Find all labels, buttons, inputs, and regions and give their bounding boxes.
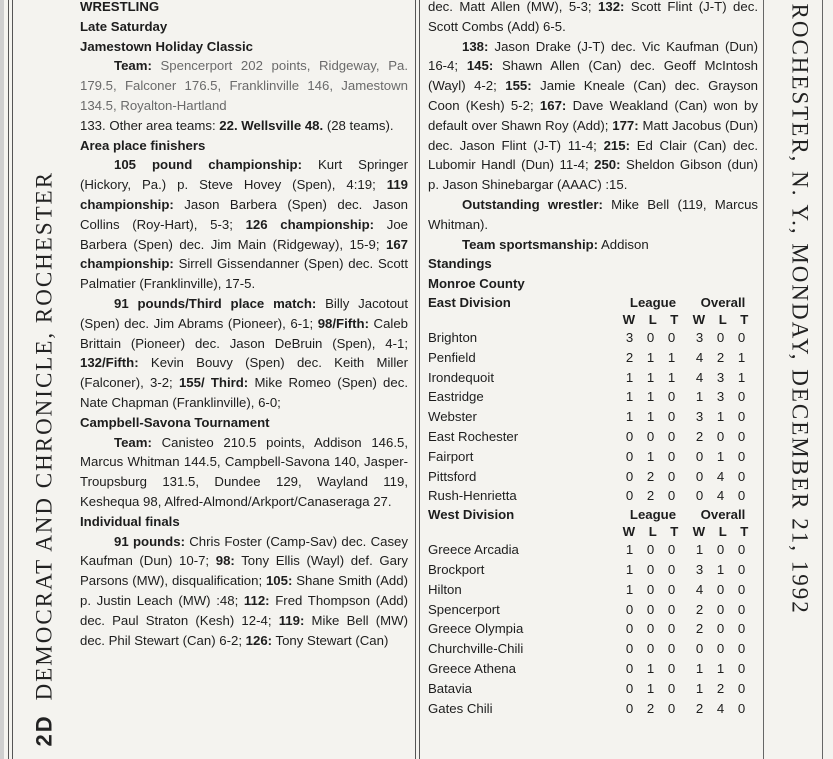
event-title: Jamestown Holiday Classic — [80, 38, 253, 54]
overall-record: 3 0 0 — [695, 329, 751, 345]
text: 22. Wellsville 48. — [219, 117, 324, 133]
county-heading: Monroe County — [428, 276, 525, 292]
team-name: Spencerport — [428, 601, 500, 617]
team-name: Penfield — [428, 349, 476, 365]
weight-class: 167: — [539, 97, 567, 113]
weight-class: 126 championship: — [245, 216, 375, 232]
overall-record: 0 4 0 — [695, 468, 751, 484]
award-text: Mike Bell (119, Marcus Whitman). — [428, 196, 758, 232]
division-title: East Division — [428, 294, 511, 310]
result: Mike Romeo (Spen) dec. Nate Chapman (Franklinville), 6-0; — [80, 375, 408, 410]
section-heading: WRESTLING — [80, 0, 160, 14]
overall-record: 1 1 0 — [695, 660, 751, 676]
page-number: 2D — [31, 714, 57, 747]
weight-class: 215: — [603, 137, 630, 153]
results-paragraph — [80, 294, 408, 413]
column-rule — [415, 0, 416, 759]
result: Dave Weakland (Can) won by default over Shawn Roy (Add); — [428, 97, 758, 133]
results-paragraph — [80, 155, 408, 294]
standings-row — [428, 407, 758, 427]
overall-record: 4 3 1 — [695, 369, 751, 385]
weight-class: 98/Fifth: — [317, 315, 369, 331]
standings-row — [428, 427, 758, 447]
team-name: Brighton — [428, 329, 478, 345]
weight-class: 132/Fifth: — [80, 355, 139, 371]
results-paragraph — [428, 0, 758, 37]
standings-row — [428, 639, 758, 659]
team-name: Irondequoit — [428, 369, 494, 385]
overall-record: 2 0 0 — [695, 601, 751, 617]
weight-class: 119: — [278, 612, 305, 628]
result: Mike Bell (MW) dec. Phil Stewart (Can) 6-2; — [80, 612, 408, 648]
team-name: Greece Olympia — [428, 621, 524, 637]
wlt-header: W L T — [622, 311, 684, 327]
league-record: 0 0 0 — [625, 601, 681, 617]
overall-record: 1 0 0 — [695, 542, 751, 558]
team-label: Team: — [114, 58, 152, 74]
weight-class: 155: — [505, 78, 532, 94]
team-name: Fairport — [428, 448, 474, 464]
west-standings-table — [428, 506, 758, 718]
column-rule — [419, 0, 420, 759]
wlt-header: W L T — [692, 524, 754, 540]
division-title: West Division — [428, 507, 515, 523]
standings-heading: Standings — [428, 256, 492, 272]
league-record: 0 2 0 — [625, 700, 681, 716]
event-title: Campbell-Savona Tournament — [80, 414, 270, 430]
result: dec. Matt Allen (MW), 5-3; — [428, 0, 592, 14]
award-label: Team sportsmanship: — [462, 236, 599, 252]
standings-row — [428, 600, 758, 620]
result: Jason Barbera (Spen) dec. Jason Collins (Roy-Hart), 5-3; — [80, 196, 408, 232]
overall-record: 2 0 0 — [695, 428, 751, 444]
result: Tony Stewart (Can) — [275, 632, 389, 648]
weight-class: 155/ Third: — [178, 375, 249, 391]
league-record: 0 1 0 — [625, 660, 681, 676]
result: Kurt Springer (Hickory, Pa.) p. Steve Hovey (Spen), 4:19; — [80, 157, 409, 193]
standings-row — [428, 368, 758, 388]
result: Kevin Bouvy (Spen) dec. Keith Miller (Falconer), 3-2; — [80, 355, 408, 391]
standings-row — [428, 486, 758, 506]
weight-class: 132: — [598, 0, 625, 14]
league-header: League — [629, 294, 677, 310]
standings-row — [428, 348, 758, 368]
weight-class: 250: — [594, 157, 621, 173]
league-record: 0 0 0 — [625, 428, 681, 444]
weight-class: 126: — [245, 632, 273, 648]
league-record: 1 0 0 — [625, 561, 681, 577]
result: Fred Thompson (Add) dec. Paul Straton (Kesh) 12-4; — [80, 592, 409, 628]
team-name: Pittsford — [428, 468, 477, 484]
overall-record: 2 4 0 — [695, 700, 751, 716]
folio-text: DEMOCRAT AND CHRONICLE, ROCHESTER — [31, 170, 57, 701]
league-record: 0 1 0 — [625, 680, 681, 696]
team-name: Gates Chili — [428, 700, 493, 716]
standings-row — [428, 619, 758, 639]
team-name: Hilton — [428, 581, 462, 597]
result: Shawn Allen (Can) dec. Geoff McIntosh (Wayl) 4-2; — [428, 58, 758, 94]
standings-row — [428, 580, 758, 600]
league-record: 1 1 1 — [625, 369, 681, 385]
league-record: 0 2 0 — [625, 468, 681, 484]
team-name: Brockport — [428, 561, 485, 577]
result: Joe Barbera (Spen) dec. Jim Main (Ridgeway), 15-9; — [80, 216, 408, 252]
result: Caleb Brittain (Pioneer) dec. Jason DeBruin (Spen), 4-1; — [80, 315, 409, 351]
weight-class: 98: — [215, 553, 235, 569]
results-paragraph — [428, 37, 758, 195]
league-header: League — [629, 507, 677, 523]
weight-class: 105 pound championship: — [114, 157, 303, 173]
team-name: Batavia — [428, 680, 472, 696]
team-text: Spencerport 202 points, Ridgeway, Pa. 179.5, Falconer 176.5, Franklinville 146, Jamestown 134.5, Royalton-Hartland — [80, 58, 408, 113]
standings-row — [428, 679, 758, 699]
overall-record: 4 0 0 — [695, 581, 751, 597]
team-name: Greece Arcadia — [428, 542, 519, 558]
result: Shane Smith (Add) p. Justin Leach (MW) :48; — [80, 573, 408, 608]
result: Chris Foster (Camp-Sav) dec. Casey Kaufman (Dun) 10-7; — [80, 533, 408, 569]
weight-class: 119 championship: — [80, 177, 408, 212]
standings-row — [428, 659, 758, 679]
result: Billy Jacotout (Spen) dec. Jim Abrams (Pioneer), 6-1; — [80, 295, 408, 331]
team-results — [80, 56, 408, 115]
right-folio — [765, 0, 833, 759]
league-record: 0 1 0 — [625, 448, 681, 464]
team-name: East Rochester — [428, 428, 519, 444]
subheading: Area place finishers — [80, 137, 206, 153]
team-results — [80, 433, 408, 512]
wlt-header: W L T — [692, 311, 754, 327]
result: Sirrell Gissendanner (Spen) dec. Scott Palmatier (Franklinville), 17-5. — [80, 256, 408, 292]
weight-class: 145: — [466, 58, 494, 74]
result: Jamie Kneale (Can) dec. Grayson Coon (Kesh) 5-2; — [428, 78, 758, 113]
team-name: Greece Athena — [428, 660, 516, 676]
overall-header: Overall — [700, 507, 746, 523]
league-record: 0 2 0 — [625, 488, 681, 504]
right-column — [428, 0, 758, 718]
result: Matt Jacobus (Dun) dec. Jason Flint (J-T) 11-4; — [428, 117, 759, 153]
overall-record: 1 2 0 — [695, 680, 751, 696]
team-text: Canisteo 210.5 points, Addison 146.5, Marcus Whitman 144.5, Campbell-Savona 140, Jasper-Troupsburg 131.5, Dundee 129, Wayland 119, Keshequa 98, Alfred-Almond/Arkport/Canaseraga 27. — [80, 434, 408, 509]
left-folio — [13, 0, 75, 759]
overall-record: 1 3 0 — [695, 389, 751, 405]
result: Tony Ellis (Wayl) def. Gary Parsons (MW), disqualification; — [80, 553, 408, 589]
standings-row — [428, 328, 758, 348]
award-text: Addison — [601, 236, 649, 252]
award-line — [428, 235, 758, 255]
standings-row — [428, 560, 758, 580]
overall-record: 0 0 0 — [695, 641, 751, 657]
weight-class: 91 pounds: — [114, 533, 185, 549]
result: Ed Clair (Can) dec. Lubomir Handl (Dun) 11-4; — [428, 137, 759, 173]
result: Jason Drake (J-T) dec. Vic Kaufman (Dun) 16-4; — [428, 38, 758, 74]
weight-class: 177: — [612, 117, 639, 133]
subheading: Late Saturday — [80, 18, 168, 34]
league-record: 1 1 0 — [625, 389, 681, 405]
award-label: Outstanding wrestler: — [462, 196, 603, 212]
league-record: 1 1 0 — [625, 409, 681, 425]
margin-rule — [763, 0, 764, 759]
team-name: Churchville-Chili — [428, 641, 524, 657]
award-line — [428, 195, 758, 235]
league-record: 1 0 0 — [625, 581, 681, 597]
league-record: 3 0 0 — [625, 329, 681, 345]
overall-record: 3 1 0 — [695, 409, 751, 425]
overall-header: Overall — [700, 294, 746, 310]
team-results-cont — [80, 116, 408, 136]
page-edge — [0, 0, 4, 759]
overall-record: 3 1 0 — [695, 561, 751, 577]
standings-row — [428, 387, 758, 407]
text: 133. Other area teams: — [80, 117, 216, 133]
weight-class: 105: — [265, 573, 293, 589]
results-paragraph — [80, 532, 408, 651]
league-record: 1 0 0 — [625, 542, 681, 558]
team-name: Eastridge — [428, 389, 484, 405]
overall-record: 2 0 0 — [695, 621, 751, 637]
team-label: Team: — [114, 434, 152, 450]
weight-class: 138: — [462, 38, 489, 54]
overall-record: 4 2 1 — [695, 349, 751, 365]
weight-class: 112: — [243, 592, 270, 608]
overall-record: 0 4 0 — [695, 488, 751, 504]
wlt-header: W L T — [622, 524, 684, 540]
left-column — [80, 0, 408, 650]
result: Scott Flint (J-T) dec. Scott Combs (Add) 6-5. — [428, 0, 758, 34]
folio-dateline: ROCHESTER, N. Y., MONDAY, DECEMBER 21, 1992 — [787, 3, 813, 615]
standings-row — [428, 447, 758, 467]
league-record: 0 0 0 — [625, 641, 681, 657]
league-record: 0 0 0 — [625, 621, 681, 637]
standings-row — [428, 540, 758, 560]
team-name: Webster — [428, 409, 477, 425]
weight-class: 91 pounds/Third place match: — [114, 295, 317, 311]
subheading: Individual finals — [80, 513, 180, 529]
weight-class: 167 championship: — [80, 236, 408, 272]
text: (28 teams). — [326, 117, 394, 133]
overall-record: 0 1 0 — [695, 448, 751, 464]
team-name: Rush-Henrietta — [428, 488, 517, 504]
result: Sheldon Gibson (dun) p. Jason Shinebargar (AAAC) :15. — [428, 157, 758, 193]
east-standings-table — [428, 294, 758, 506]
standings-row — [428, 699, 758, 719]
league-record: 2 1 1 — [625, 349, 681, 365]
standings-row — [428, 467, 758, 487]
margin-rule — [8, 0, 9, 759]
